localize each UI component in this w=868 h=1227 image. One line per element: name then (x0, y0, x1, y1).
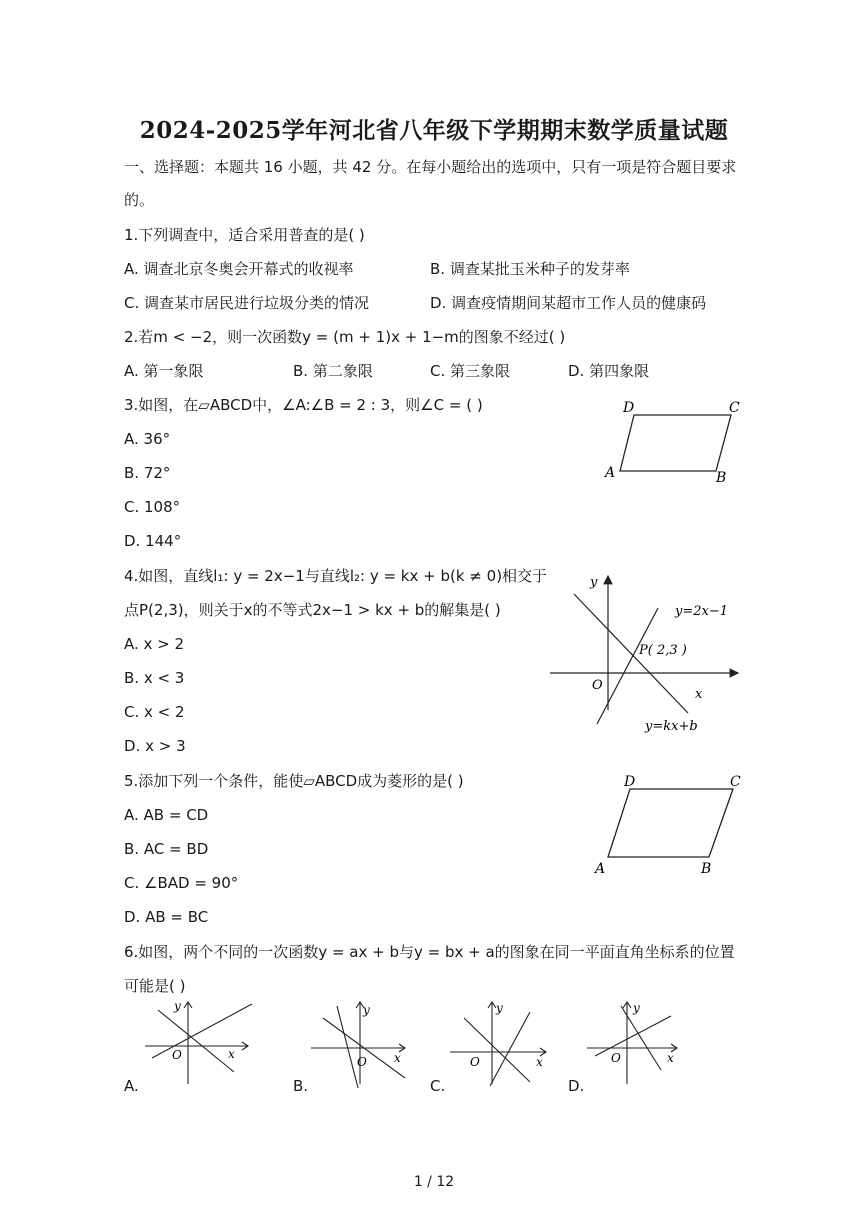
question-4-option-d: D. x > 3 (124, 737, 186, 755)
vertex-label-a: A (605, 465, 616, 481)
question-2-stem: 2.若m < −2，则一次函数y = (m + 1)x + 1−m的图象不经过( ) (124, 328, 566, 346)
line-l1 (597, 608, 658, 724)
vertex-label-c: C (730, 774, 741, 790)
question-2-option-a: A. 第一象限 (124, 362, 204, 380)
coordinate-figure-q4 (545, 570, 745, 740)
x-label: x (536, 1055, 543, 1069)
question-1-option-c: C. 调查某市居民进行垃圾分类的情况 (124, 294, 370, 312)
origin-label: O (470, 1055, 480, 1069)
x-label: x (394, 1051, 401, 1065)
question-1-option-d: D. 调查疫情期间某超市工作人员的健康码 (430, 294, 707, 312)
origin-label: O (592, 678, 603, 693)
y-axis-label: y (590, 575, 598, 590)
vertex-label-a: A (595, 861, 606, 877)
question-1-option-a: A. 调查北京冬奥会开幕式的收视率 (124, 260, 354, 278)
graph-option-b (307, 996, 412, 1088)
parallelogram-figure-q3 (596, 396, 746, 488)
question-3-option-b: B. 72° (124, 464, 171, 482)
parallelogram-q3 (620, 415, 731, 471)
vertex-label-b: B (716, 470, 727, 486)
line-2 (337, 1006, 358, 1088)
line-1 (152, 1004, 252, 1058)
question-5-stem: 5.添加下列一个条件，能使▱ABCD成为菱形的是( ) (124, 772, 464, 790)
parallelogram-figure-q5 (590, 770, 750, 882)
y-label: y (633, 1001, 640, 1015)
x-label: x (667, 1051, 674, 1065)
question-6-option-a: A. (124, 1077, 139, 1095)
question-6-option-c: C. (430, 1077, 446, 1095)
question-4-stem-line1: 4.如图，直线l₁: y = 2x−1与直线l₂: y = kx + b(k ≠ 0)相交于 (124, 567, 548, 585)
question-2-option-c: C. 第三象限 (430, 362, 511, 380)
graph-option-c (448, 996, 553, 1088)
page-number: 1 / 12 (413, 1174, 455, 1190)
origin-label: O (172, 1048, 182, 1062)
graph-option-d (585, 996, 685, 1088)
parallelogram-q5 (608, 789, 733, 857)
question-3-option-d: D. 144° (124, 532, 182, 550)
section-heading-line1: 一、选择题：本题共 16 小题，共 42 分。在每小题给出的选项中，只有一项是符合题目要求 (124, 158, 737, 176)
section-heading-line2: 的。 (124, 191, 155, 209)
question-6-option-d: D. (568, 1077, 585, 1095)
line-l1-label: y=2x−1 (675, 604, 729, 619)
question-4-option-c: C. x < 2 (124, 703, 185, 721)
x-label: x (228, 1047, 235, 1061)
question-6-stem-line2: 可能是( ) (124, 977, 186, 995)
question-5-option-b: B. AC = BD (124, 840, 209, 858)
intersection-point-label: P( 2,3 ) (639, 643, 687, 658)
question-1-stem: 1.下列调查中，适合采用普查的是( ) (124, 226, 365, 244)
line-l2-label: y=kx+b (645, 719, 698, 734)
origin-label: O (611, 1051, 621, 1065)
question-4-stem-line2: 点P(2,3)，则关于x的不等式2x−1 > kx + b的解集是( ) (124, 601, 501, 619)
vertex-label-c: C (729, 400, 740, 416)
question-1-option-b: B. 调查某批玉米种子的发芽率 (430, 260, 630, 278)
question-6-stem-line1: 6.如图，两个不同的一次函数y = ax + b与y = bx + a的图象在同一平面直角坐标系的位置 (124, 943, 735, 961)
question-3-option-a: A. 36° (124, 430, 171, 448)
vertex-label-d: D (624, 774, 636, 790)
question-2-option-b: B. 第二象限 (293, 362, 373, 380)
y-label: y (174, 999, 181, 1013)
question-3-stem: 3.如图，在▱ABCD中，∠A:∠B = 2 : 3，则∠C = ( ) (124, 396, 483, 414)
page-title: 2024-2025学年河北省八年级下学期期末数学质量试题 (139, 117, 729, 144)
question-5-option-a: A. AB = CD (124, 806, 209, 824)
graph-option-a (140, 996, 255, 1088)
question-5-option-d: D. AB = BC (124, 908, 209, 926)
question-5-option-c: C. ∠BAD = 90° (124, 874, 239, 892)
x-axis-label: x (695, 687, 703, 702)
question-4-option-a: A. x > 2 (124, 635, 185, 653)
vertex-label-b: B (701, 861, 712, 877)
line-1 (595, 1016, 671, 1056)
y-label: y (363, 1003, 370, 1017)
question-4-option-b: B. x < 3 (124, 669, 185, 687)
question-3-option-c: C. 108° (124, 498, 181, 516)
question-2-option-d: D. 第四象限 (568, 362, 650, 380)
question-6-option-b: B. (293, 1077, 309, 1095)
vertex-label-d: D (623, 400, 635, 416)
y-label: y (496, 1001, 503, 1015)
origin-label: O (357, 1055, 367, 1069)
